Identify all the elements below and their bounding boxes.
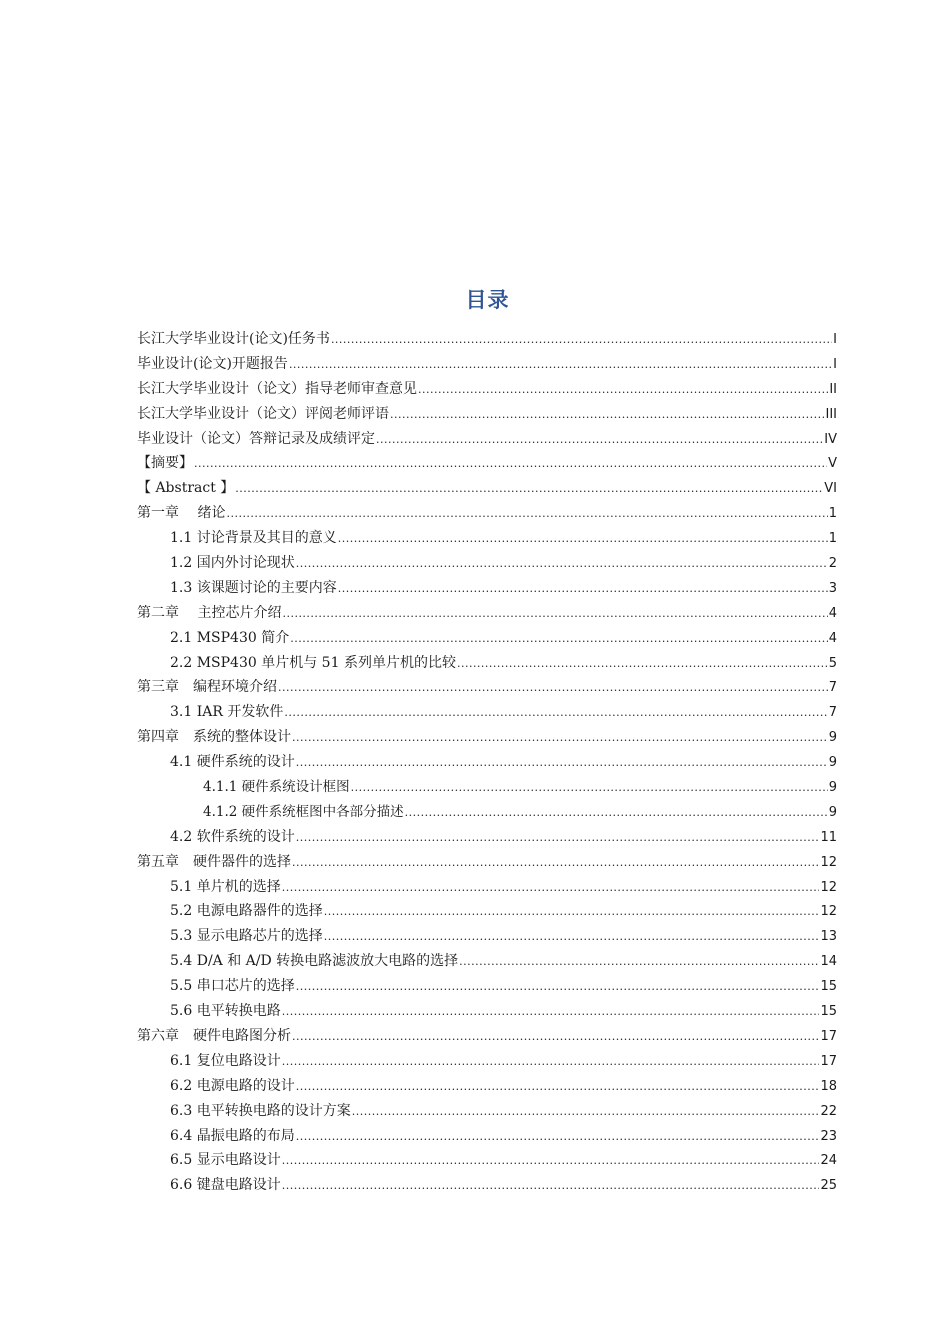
toc-entry-page-number: 7 bbox=[828, 705, 837, 721]
toc-entry-page-number: I bbox=[833, 356, 837, 372]
toc-entry[interactable] bbox=[137, 601, 837, 626]
toc-leader-dots bbox=[226, 502, 827, 527]
toc-leader-dots bbox=[351, 776, 828, 801]
toc-leader-dots bbox=[292, 1025, 819, 1050]
toc-entry[interactable] bbox=[137, 1148, 837, 1173]
toc-entry-label: 1.3 该课题讨论的主要内容 bbox=[170, 579, 337, 596]
toc-entry-page-number: 9 bbox=[828, 730, 837, 746]
toc-entry[interactable] bbox=[137, 1124, 837, 1149]
toc-entry-page-number: 18 bbox=[820, 1078, 837, 1094]
toc-entry-label: 【 Abstract 】 bbox=[137, 480, 235, 497]
toc-entry-label: 1.1 讨论背景及其目的意义 bbox=[170, 530, 337, 547]
toc-entry[interactable] bbox=[137, 1024, 837, 1049]
toc-leader-dots bbox=[284, 701, 827, 726]
toc-leader-dots bbox=[290, 627, 827, 652]
toc-entry-label: 第二章 主控芯片介绍 bbox=[137, 604, 282, 621]
toc-entry-page-number: 1 bbox=[828, 506, 837, 522]
toc-entry[interactable] bbox=[137, 750, 837, 775]
toc-entry-label: 5.2 电源电路器件的选择 bbox=[170, 903, 323, 920]
toc-leader-dots bbox=[376, 428, 823, 453]
toc-entry-label: 6.3 电平转换电路的设计方案 bbox=[170, 1102, 351, 1119]
toc-entry-label: 6.1 复位电路设计 bbox=[170, 1052, 281, 1069]
toc-entry-page-number: V bbox=[828, 456, 837, 472]
toc-entry-label: 毕业设计（论文）答辩记录及成绩评定 bbox=[137, 430, 375, 447]
toc-leader-dots bbox=[194, 452, 827, 477]
toc-entry-page-number: 3 bbox=[828, 580, 837, 596]
toc-entry[interactable] bbox=[137, 875, 837, 900]
toc-entry[interactable] bbox=[137, 974, 837, 999]
toc-entry[interactable] bbox=[137, 327, 837, 352]
toc-leader-dots bbox=[278, 676, 828, 701]
toc-entry-page-number: 15 bbox=[820, 1004, 837, 1020]
toc-entry-label: 第四章 系统的整体设计 bbox=[137, 729, 291, 746]
toc-entry-label: 6.4 晶振电路的布局 bbox=[170, 1127, 295, 1144]
toc-leader-dots bbox=[292, 851, 819, 876]
toc-entry[interactable] bbox=[137, 825, 837, 850]
toc-entry-page-number: IV bbox=[824, 431, 837, 447]
toc-entry-label: 1.2 国内外讨论现状 bbox=[170, 555, 295, 572]
toc-entry-page-number: 23 bbox=[820, 1128, 837, 1144]
toc-entry[interactable] bbox=[137, 551, 837, 576]
toc-entry[interactable] bbox=[137, 924, 837, 949]
toc-entry[interactable] bbox=[137, 850, 837, 875]
toc-leader-dots bbox=[282, 876, 820, 901]
toc-leader-dots bbox=[296, 552, 828, 577]
toc-leader-dots bbox=[459, 950, 819, 975]
toc-entry-page-number: 9 bbox=[828, 780, 837, 796]
toc-leader-dots bbox=[235, 477, 823, 502]
toc-entry-page-number: 2 bbox=[828, 556, 837, 572]
toc-entry-label: 4.2 软件系统的设计 bbox=[170, 828, 295, 845]
toc-entry[interactable] bbox=[137, 1173, 837, 1198]
toc-entry-page-number: 14 bbox=[820, 954, 837, 970]
toc-entry-label: 第三章 编程环境介绍 bbox=[137, 679, 277, 696]
toc-entry[interactable] bbox=[137, 626, 837, 651]
toc-leader-dots bbox=[418, 378, 828, 403]
toc-entry-page-number: 5 bbox=[828, 655, 837, 671]
toc-entry[interactable] bbox=[137, 899, 837, 924]
toc-entry-label: 【摘要】 bbox=[137, 455, 193, 472]
toc-leader-dots bbox=[296, 751, 828, 776]
toc-entry[interactable] bbox=[137, 526, 837, 551]
toc-entry-page-number: 12 bbox=[820, 879, 837, 895]
toc-entry[interactable] bbox=[137, 427, 837, 452]
toc-leader-dots bbox=[282, 1000, 820, 1025]
toc-entry-page-number: 9 bbox=[828, 755, 837, 771]
toc-entry-page-number: 1 bbox=[828, 531, 837, 547]
toc-leader-dots bbox=[296, 975, 820, 1000]
toc-leader-dots bbox=[282, 602, 827, 627]
toc-entry-page-number: 4 bbox=[828, 630, 837, 646]
toc-entry-label: 2.2 MSP430 单片机与 51 系列单片机的比较 bbox=[170, 654, 456, 671]
toc-entry-label: 4.1 硬件系统的设计 bbox=[170, 754, 295, 771]
toc-entry[interactable] bbox=[137, 675, 837, 700]
toc-entry[interactable] bbox=[137, 651, 837, 676]
toc-entry[interactable] bbox=[137, 451, 837, 476]
toc-entry-page-number: I bbox=[833, 332, 837, 347]
toc-entry-label: 5.6 电平转换电路 bbox=[170, 1003, 281, 1020]
toc-entry-label: 4.1.2 硬件系统框图中各部分描述 bbox=[203, 803, 404, 820]
toc-leader-dots bbox=[289, 353, 832, 378]
toc-leader-dots bbox=[390, 403, 824, 428]
toc-entry-label: 长江大学毕业设计(论文)任务书 bbox=[137, 331, 330, 347]
toc-entry-page-number: 7 bbox=[828, 680, 837, 696]
toc-leader-dots bbox=[296, 826, 820, 851]
toc-entry[interactable] bbox=[137, 725, 837, 750]
toc-leader-dots bbox=[457, 652, 828, 677]
toc-entry[interactable] bbox=[137, 352, 837, 377]
toc-entry[interactable] bbox=[137, 700, 837, 725]
toc-entry-page-number: 17 bbox=[820, 1028, 837, 1044]
toc-leader-dots bbox=[405, 801, 828, 826]
toc-entry-label: 6.6 键盘电路设计 bbox=[170, 1177, 281, 1194]
toc-leader-dots bbox=[282, 1149, 820, 1174]
toc-entry[interactable] bbox=[137, 377, 837, 402]
toc-leader-dots bbox=[282, 1174, 820, 1199]
toc-leader-dots bbox=[296, 1075, 820, 1100]
toc-entry-label: 5.3 显示电路芯片的选择 bbox=[170, 928, 323, 945]
toc-leader-dots bbox=[338, 577, 828, 602]
toc-entry[interactable] bbox=[137, 1049, 837, 1074]
toc-entry[interactable] bbox=[137, 576, 837, 601]
toc-leader-dots bbox=[338, 527, 828, 552]
toc-entry-page-number: 15 bbox=[820, 979, 837, 995]
toc-entry-label: 3.1 IAR 开发软件 bbox=[170, 704, 284, 721]
toc-entry-page-number: 12 bbox=[820, 854, 837, 870]
toc-list bbox=[137, 327, 837, 1198]
toc-entry-page-number: 17 bbox=[820, 1053, 837, 1069]
toc-entry-page-number: 13 bbox=[820, 929, 837, 945]
toc-leader-dots bbox=[296, 1125, 820, 1150]
toc-entry[interactable] bbox=[137, 476, 837, 501]
toc-entry-label: 5.4 D/A 和 A/D 转换电路滤波放大电路的选择 bbox=[170, 953, 459, 970]
toc-entry[interactable] bbox=[137, 999, 837, 1024]
toc-entry-label: 6.2 电源电路的设计 bbox=[170, 1077, 295, 1094]
toc-entry[interactable] bbox=[137, 501, 837, 526]
toc-entry-label: 5.5 串口芯片的选择 bbox=[170, 978, 295, 995]
toc-entry-page-number: VI bbox=[824, 481, 837, 497]
toc-leader-dots bbox=[292, 726, 828, 751]
toc-entry[interactable] bbox=[137, 800, 837, 825]
toc-entry-page-number: 25 bbox=[820, 1178, 837, 1194]
toc-entry-label: 2.1 MSP430 简介 bbox=[170, 629, 290, 646]
toc-entry-page-number: 12 bbox=[820, 904, 837, 920]
toc-entry-page-number: 22 bbox=[820, 1103, 837, 1119]
toc-entry-page-number: 11 bbox=[820, 829, 837, 845]
toc-leader-dots bbox=[282, 1050, 820, 1075]
toc-entry-page-number: III bbox=[825, 406, 837, 422]
toc-title: 目录 bbox=[465, 288, 510, 312]
toc-entry-label: 第六章 硬件电路图分析 bbox=[137, 1027, 291, 1044]
toc-leader-dots bbox=[324, 900, 820, 925]
toc-leader-dots bbox=[352, 1100, 820, 1125]
toc-entry[interactable] bbox=[137, 775, 837, 800]
toc-entry-label: 长江大学毕业设计（论文）指导老师审查意见 bbox=[137, 380, 417, 397]
toc-entry-label: 4.1.1 硬件系统设计框图 bbox=[203, 779, 350, 796]
toc-entry-label: 5.1 单片机的选择 bbox=[170, 878, 281, 895]
toc-entry[interactable] bbox=[137, 949, 837, 974]
toc-entry-page-number: 24 bbox=[820, 1153, 837, 1169]
toc-entry-label: 第一章 绪论 bbox=[137, 505, 226, 522]
toc-entry-label: 第五章 硬件器件的选择 bbox=[137, 853, 291, 870]
toc-entry-page-number: 4 bbox=[828, 605, 837, 621]
toc-leader-dots bbox=[331, 328, 832, 353]
toc-entry-label: 长江大学毕业设计（论文）评阅老师评语 bbox=[137, 405, 389, 422]
toc-entry-label: 毕业设计(论文)开题报告 bbox=[137, 355, 288, 372]
toc-entry[interactable] bbox=[137, 402, 837, 427]
toc-entry-label: 6.5 显示电路设计 bbox=[170, 1152, 281, 1169]
toc-entry[interactable] bbox=[137, 1074, 837, 1099]
toc-entry[interactable] bbox=[137, 1099, 837, 1124]
toc-leader-dots bbox=[324, 925, 820, 950]
toc-entry-page-number: 9 bbox=[828, 804, 837, 820]
toc-entry-page-number: II bbox=[829, 381, 837, 397]
